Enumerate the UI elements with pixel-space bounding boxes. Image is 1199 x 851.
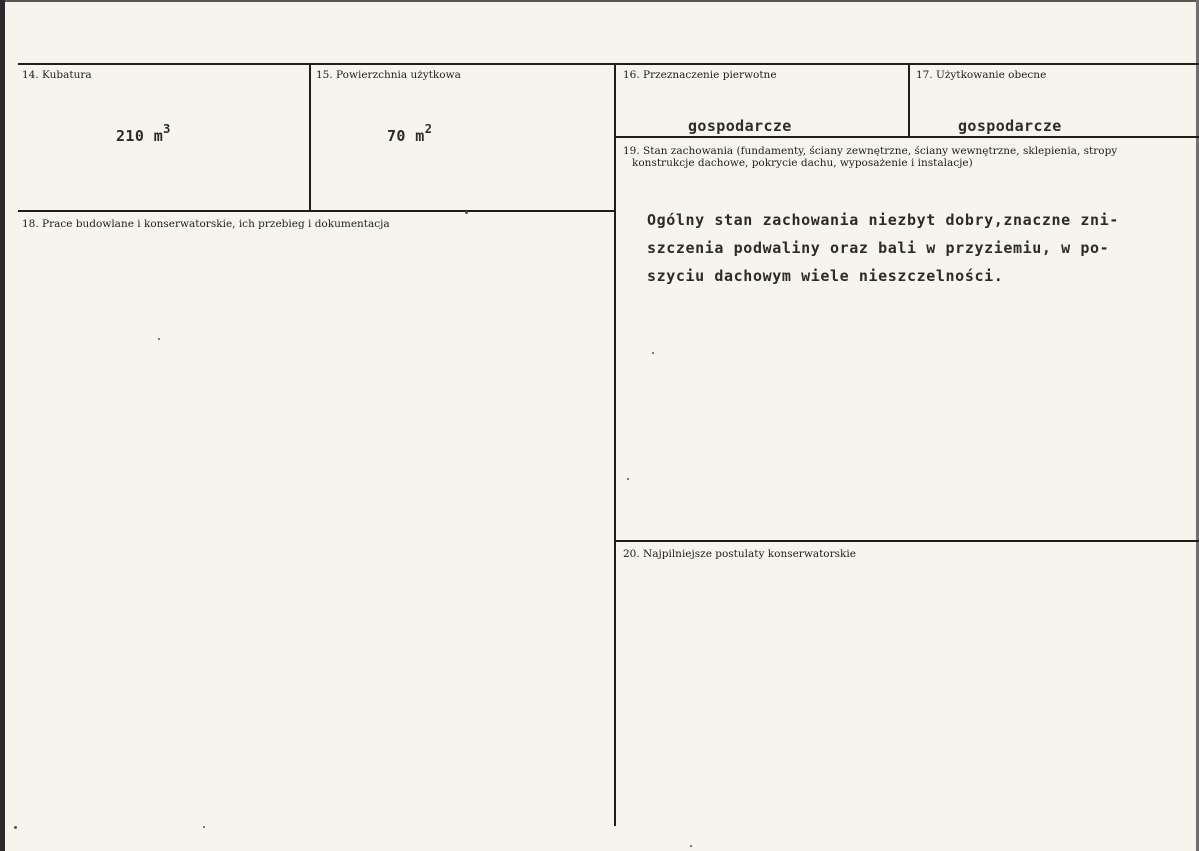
field-15-label: 15. Powierzchnia użytkowa bbox=[316, 69, 461, 81]
card-edge-top bbox=[0, 0, 1199, 2]
field-14-value bbox=[116, 124, 171, 145]
paper-speck bbox=[627, 478, 629, 480]
center-divider bbox=[614, 63, 616, 826]
field-15-value-text: 70 m bbox=[387, 127, 425, 145]
rule-under-14-15 bbox=[18, 210, 615, 212]
field-20-label: 20. Najpilniejsze postulaty konserwatorskie bbox=[623, 548, 856, 560]
field-17-label: 17. Użytkowanie obecne bbox=[916, 69, 1047, 81]
field-19-label-line2: konstrukcje dachowe, pokrycie dachu, wyposażenie i instalacje) bbox=[632, 157, 973, 169]
rule-under-16-17 bbox=[615, 136, 1199, 138]
paper-speck bbox=[158, 338, 160, 340]
field-14-value-text: 210 m bbox=[116, 127, 164, 145]
field-14-exponent: 3 bbox=[163, 122, 171, 136]
field-19-label-line1: 19. Stan zachowania (fundamenty, ściany zewnętrzne, ściany wewnętrzne, sklepienia, stropy bbox=[623, 145, 1118, 157]
field-16-value: gospodarcze bbox=[688, 117, 792, 135]
paper-speck bbox=[690, 845, 692, 847]
field-14-label: 14. Kubatura bbox=[22, 69, 92, 81]
card-edge-left bbox=[0, 0, 5, 851]
field-15-value bbox=[387, 124, 432, 145]
paper-speck bbox=[203, 826, 205, 828]
field-15-exponent: 2 bbox=[424, 122, 433, 136]
field-19-text bbox=[647, 206, 1119, 290]
field-17-value: gospodarcze bbox=[958, 117, 1062, 135]
field-16-label: 16. Przeznaczenie pierwotne bbox=[623, 69, 777, 81]
divider-14-15 bbox=[309, 63, 311, 211]
rule-above-20 bbox=[615, 540, 1199, 542]
field-19-text-line-1: Ogólny stan zachowania niezbyt dobry,znaczne zni- bbox=[647, 211, 1119, 229]
field-18-label: 18. Prace budowlane i konserwatorskie, ich przebieg i dokumentacja bbox=[22, 218, 390, 230]
paper-speck bbox=[465, 211, 468, 214]
divider-16-17 bbox=[908, 63, 910, 137]
paper-speck bbox=[14, 826, 17, 829]
field-19-text-line-2: szczenia podwaliny oraz bali w przyziemiu, w po- bbox=[647, 239, 1110, 257]
top-rule bbox=[18, 63, 1199, 65]
field-19-text-line-3: szyciu dachowym wiele nieszczelności. bbox=[647, 267, 1004, 285]
paper-speck bbox=[652, 352, 654, 354]
